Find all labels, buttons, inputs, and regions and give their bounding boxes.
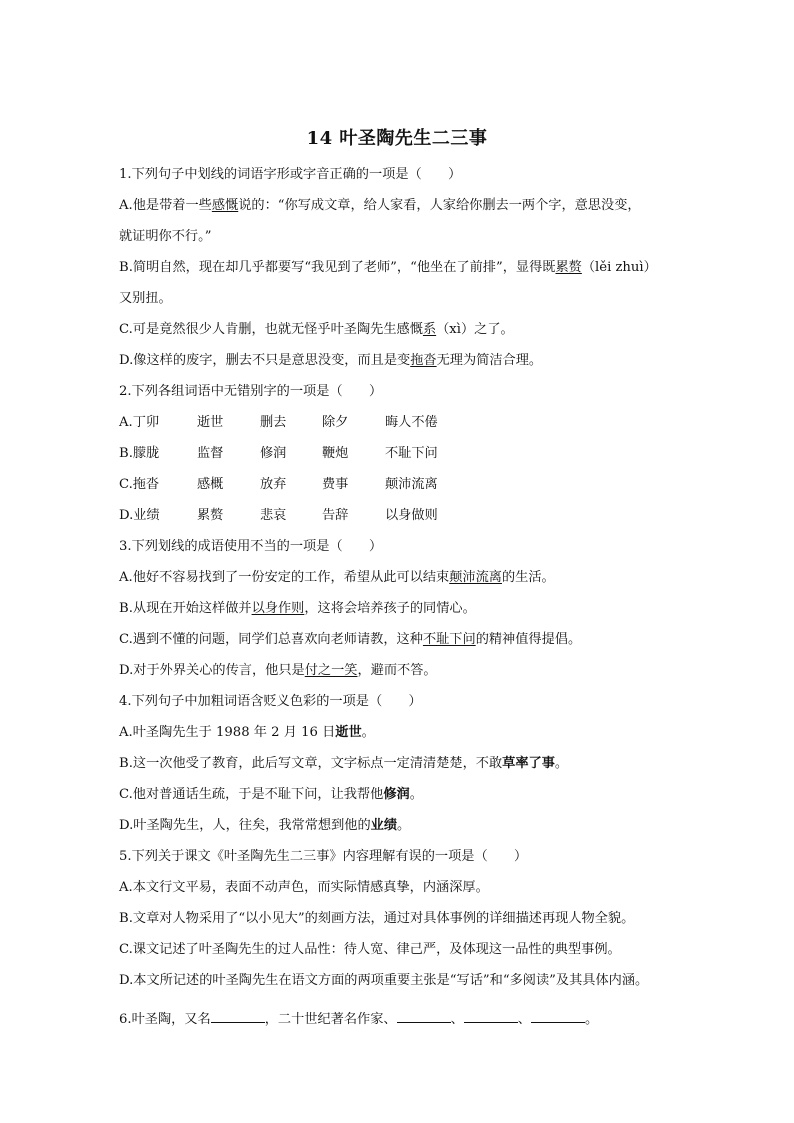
q3-option-c: C.遇到不懂的问题，同学们总喜欢向老师请教，这种不耻下问的精神值得提倡。	[119, 632, 582, 647]
q4-option-c: C.他对普通话生疏，于是不耻下问，让我帮他修润。	[119, 787, 423, 802]
q1-option-d: D.像这样的废字，删去不只是意思没变，而且是变拖沓无理为简洁合理。	[119, 353, 543, 368]
q5-option-c: C.课文记述了叶圣陶先生的过人品性：待人宽、律己严，及体现这一品性的典型事例。	[119, 942, 621, 957]
bold-word: 业绩	[370, 818, 398, 833]
q4-option-b: B.这一次他受了教育，此后写文章，文字标点一定清清楚楚，不敢草率了事。	[119, 756, 569, 771]
underlined-idiom: 不耻下问	[422, 632, 476, 647]
exam-page: 14 叶圣陶先生二三事 1.下列句子中划线的词语字形或字音正确的一项是（ ） A.他是带着一些感慨说的：“你写成文章，给人家看，人家给你删去一两个字，意思没变， 就证明你不行。” B.简明自然，现在却几乎都要写“我见到了老师”，“他坐在了前排”，显得既累赘（lěi zhuì） 又别扭。 C.可是竟然很少人肯删，也就无怪乎叶圣陶先生感慨系（xì）之了。 D.像这样的废字，删去不只是意思没变，而且是变拖沓无理为简洁合理。 2.下列各组词语中无错别字的一项是（ ） A.丁卯 逝世 删去 除夕 晦人不倦 B.朦胧 监督 修润 鞭炮 不耻下问 C.拖沓 感概 放弃 费事 颠沛流离 D.业绩 累赘 悲哀 告辞 以身做则 3.下列划线的成语使用不当的一项是（ ） A.他好不容易找到了一份安定的工作，希望从此可以结束颠沛流离的生活。 B.从现在开始这样做并以身作则，这将会培养孩子的同情心。 C.遇到不懂的问题，同学们总喜欢向老师请教，这种不耻下问的精神值得提倡。 D.对于外界关心的传言，他只是付之一笑，避而不答。 4.下列句子中加粗词语含贬义色彩的一项是（ ） A.叶圣陶先生于 1988 年 2 月 16 日逝世。 B.这一次他受了教育，此后写文章，文字标点一定清清楚楚，不敢草率了事。 C.他对普通话生疏，于是不耻下问，让我帮他修润。 D.叶圣陶先生，人，往矣，我常常想到他的业绩。 5.下列关于课文《叶圣陶先生二三事》内容理解有误的一项是（ ） A.本文行文平易，表面不动声色，而实际情感真挚，内涵深厚。 B.文章对人物采用了“以小见大”的刻画方法，通过对具体事例的详细描述再现人物全貌。 C.课文记述了叶圣陶先生的过人品性：待人宽、律己严，及体现这一品性的典型事例。 D.本文所记述的叶圣陶先生在语文方面的两项重要主张是“写话”和“多阅读”及其具体内涵。 6.叶圣陶，又名 ，二十世纪著名作家、 、 、 。	[0, 0, 794, 1123]
q3-option-b: B.从现在开始这样做并以身作则，这将会培养孩子的同情心。	[119, 601, 476, 616]
bold-word: 修润	[383, 787, 410, 802]
q6-fill-in: 6.叶圣陶，又名 ，二十世纪著名作家、 、 、 。	[119, 1012, 599, 1027]
q1-option-b-cont: 又别扭。	[119, 291, 172, 306]
bold-word: 逝世	[335, 725, 362, 740]
answer-blank[interactable]	[397, 1010, 451, 1023]
underlined-idiom: 颠沛流离	[449, 570, 502, 585]
q4-stem: 4.下列句子中加粗词语含贬义色彩的一项是（ ）	[119, 694, 422, 709]
bold-word: 草率了事	[502, 756, 555, 771]
underlined-word: 累赘	[555, 260, 582, 275]
q4-option-d: D.叶圣陶先生，人，往矣，我常常想到他的业绩。	[119, 818, 411, 833]
q2-stem: 2.下列各组词语中无错别字的一项是（ ）	[119, 384, 383, 399]
underlined-word: 感慨	[211, 198, 239, 213]
q5-option-b: B.文章对人物采用了“以小见大”的刻画方法，通过对具体事例的详细描述再现人物全貌。	[119, 911, 635, 926]
underlined-idiom: 付之一笑	[304, 663, 358, 678]
q1-stem: 1.下列句子中划线的词语字形或字音正确的一项是（ ）	[119, 167, 462, 182]
q3-option-d: D.对于外界关心的传言，他只是付之一笑，避而不答。	[119, 663, 437, 678]
q3-option-a: A.他好不容易找到了一份安定的工作，希望从此可以结束颠沛流离的生活。	[119, 570, 555, 585]
q5-option-d: D.本文所记述的叶圣陶先生在语文方面的两项重要主张是“写话”和“多阅读”及其具体内涵。	[119, 973, 649, 988]
answer-blank[interactable]	[211, 1010, 265, 1023]
answer-blank[interactable]	[464, 1010, 518, 1023]
q5-stem: 5.下列关于课文《叶圣陶先生二三事》内容理解有误的一项是（ ）	[119, 849, 528, 864]
q1-option-a-cont: 就证明你不行。”	[119, 229, 212, 244]
q1-option-b: B.简明自然，现在却几乎都要写“我见到了老师”，“他坐在了前排”，显得既累赘（lěi zhuì）	[119, 260, 657, 275]
q4-option-a: A.叶圣陶先生于 1988 年 2 月 16 日逝世。	[119, 725, 375, 740]
q1-option-c: C.可是竟然很少人肯删，也就无怪乎叶圣陶先生感慨系（xì）之了。	[119, 322, 514, 337]
answer-blank[interactable]	[531, 1010, 585, 1023]
q3-stem: 3.下列划线的成语使用不当的一项是（ ）	[119, 539, 383, 554]
underlined-idiom: 以身作则	[251, 601, 305, 616]
underlined-word: 拖沓	[410, 353, 437, 368]
q5-option-a: A.本文行文平易，表面不动声色，而实际情感真挚，内涵深厚。	[119, 880, 489, 895]
q1-option-a: A.他是带着一些感慨说的：“你写成文章，给人家看，人家给你删去一两个字，意思没变，	[119, 198, 641, 213]
page-title: 14 叶圣陶先生二三事	[306, 128, 488, 149]
underlined-word: 系	[422, 322, 437, 337]
